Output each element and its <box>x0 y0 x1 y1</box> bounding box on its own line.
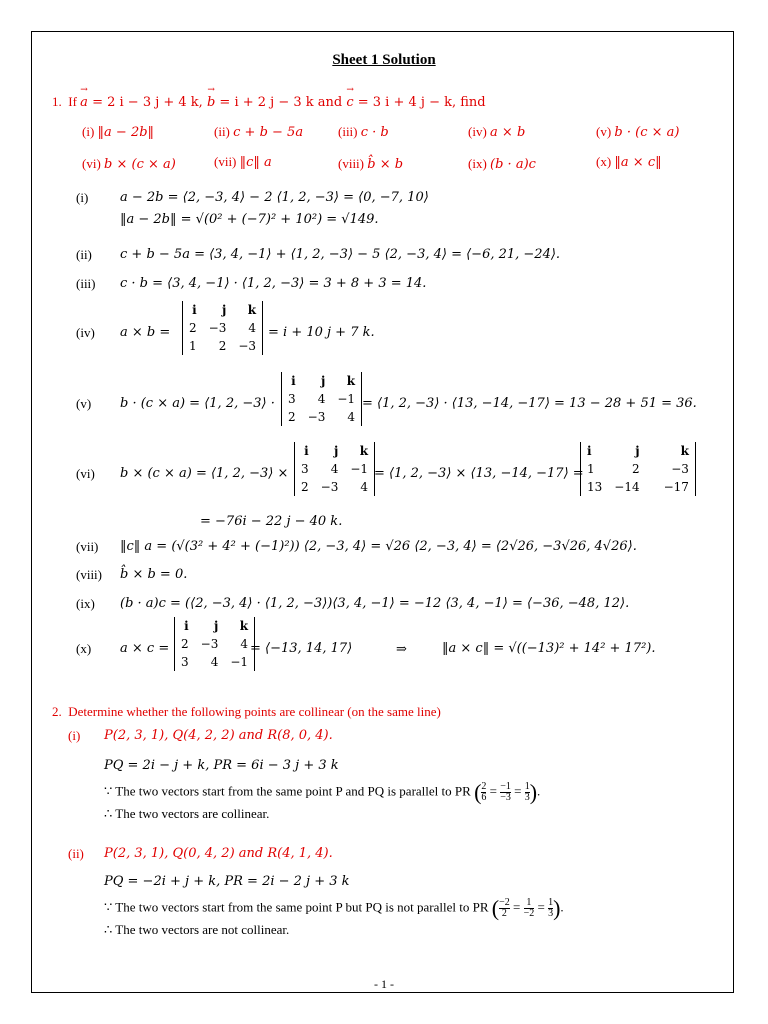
q1-part-expr: (b · a)c <box>490 157 536 172</box>
sol-label: (viii) <box>76 567 102 582</box>
sol-vi-mid: = ⟨1, 2, −3⟩ × ⟨13, −14, −17⟩ = <box>374 466 584 481</box>
ratio-frac: $\frac{1}{3}$ <box>548 897 554 919</box>
sol-label: (ii) <box>76 247 92 262</box>
sol-i-line1: a − 2b = ⟨2, −3, 4⟩ − 2 ⟨1, 2, −3⟩ = ⟨0, −7, 10⟩ <box>120 190 429 205</box>
sol-ix: (b · a)c = (⟨2, −3, 4⟩ · ⟨1, 2, −3⟩)⟨3, 4, −1⟩ = −12 ⟨3, 4, −1⟩ = ⟨−36, −48, 12⟩. <box>120 596 630 611</box>
q2-i-vectors: PQ = 2i − j + k, PR = 6i − 3 j + 3 k <box>104 758 339 773</box>
determinant-vi-b: i j k 1 2 −3 13 −14 −17 <box>580 442 696 496</box>
q2-i-points: P(2, 3, 1), Q(4, 2, 2) and R(8, 0, 4). <box>104 728 333 743</box>
ratio-frac: $\frac{1}{3}$ <box>524 781 530 803</box>
q1-part-label: (iv) a × b <box>468 124 526 140</box>
q1-part-label: (iii) c · b <box>338 124 389 140</box>
q1-a-definition: = 2 i − 3 j + 4 k, <box>87 95 207 110</box>
sol-v-rhs: = ⟨1, 2, −3⟩ · ⟨13, −14, −17⟩ = 13 − 28 + 51 = 36. <box>362 396 697 411</box>
q1-part-label: (vi) b × (c × a) <box>82 156 176 172</box>
q1-c-definition: = 3 i + 4 j − k, find <box>353 95 486 110</box>
q1-if: If <box>68 94 77 109</box>
q1-part-label: (x) ‖a × c‖ <box>596 154 662 170</box>
ratio-frac: $\frac{1}{-2}$ <box>523 897 535 919</box>
determinant-vi-a: i j k 3 4 −1 2 −3 4 <box>294 442 375 496</box>
sol-label: (i) <box>76 190 89 205</box>
q2-ii-points: P(2, 3, 1), Q(0, 4, 2) and R(4, 1, 4). <box>104 846 333 861</box>
sol-vi-result: = −76i − 22 j − 40 k. <box>200 514 343 529</box>
q1-part-label: (ii) c + b − 5a <box>214 124 304 140</box>
page-title: Sheet 1 Solution <box>332 52 436 68</box>
ratio-frac: $\frac{2}{6}$ <box>481 781 487 803</box>
sol-i-line2: ‖a − 2b‖ = √(0² + (−7)² + 10²) = √149. <box>120 212 379 227</box>
sol-label: (iii) <box>76 276 96 291</box>
ratio-frac: $\frac{-2}{2}$ <box>499 897 510 919</box>
q2-i-because: ∵ The two vectors start from the same point P and PQ is parallel to PR ( $\frac{2}{6}$ = $\frac{-1}{-3}$ = $\frac{1}{3}$ ). <box>104 779 541 805</box>
sol-v-lhs: b · (c × a) = ⟨1, 2, −3⟩ · <box>120 396 275 411</box>
sol-vii: ‖c‖ a = (√(3² + 4² + (−1)²)) ⟨2, −3, 4⟩ = √26 ⟨2, −3, 4⟩ = ⟨2√26, −3√26, 4√26⟩. <box>120 539 637 554</box>
q1-b-definition: = i + 2 j − 3 k and <box>215 95 347 110</box>
q2-ii-conclusion: ∴ The two vectors are not collinear. <box>104 922 290 937</box>
q2-heading: Determine whether the following points are collinear (on the same line) <box>68 704 441 719</box>
q1-number: 1. <box>52 94 62 109</box>
sol-vi-lhs: b × (c × a) = ⟨1, 2, −3⟩ × <box>120 466 289 481</box>
q1-part-expr: c · b <box>360 125 389 140</box>
sol-iv-rhs: = i + 10 j + 7 k. <box>268 325 375 340</box>
sol-x-norm: ‖a × c‖ = √((−13)² + 14² + 17²). <box>442 641 656 656</box>
sol-label: (vii) <box>76 539 99 554</box>
determinant-v: i j k 3 4 −1 2 −3 4 <box>281 372 362 426</box>
sol-iii: c · b = ⟨3, 4, −1⟩ · ⟨1, 2, −3⟩ = 3 + 8 + 3 = 14. <box>120 276 427 291</box>
q1-part-expr: ‖a − 2b‖ <box>97 125 155 140</box>
q1-part-expr: b × (c × a) <box>104 157 176 172</box>
sol-iv-lhs: a × b = <box>120 325 171 340</box>
q2-part-label: (ii) <box>68 846 84 861</box>
determinant-iv: i j k 2 −3 4 1 2 −3 <box>182 301 263 355</box>
sol-x-lhs: a × c = <box>120 641 170 656</box>
q2-part-label: (i) <box>68 728 81 743</box>
sol-label: (ix) <box>76 596 95 611</box>
sol-ii: c + b − 5a = ⟨3, 4, −1⟩ + ⟨1, 2, −3⟩ − 5 ⟨2, −3, 4⟩ = ⟨−6, 21, −24⟩. <box>120 247 561 262</box>
sol-label: (v) <box>76 396 92 411</box>
q1-part-label: (v) b · (c × a) <box>596 124 680 140</box>
q2-statement <box>52 704 441 720</box>
page-number: - 1 - <box>374 977 394 991</box>
q1-part-label: (viii) b̂ × b <box>338 156 404 172</box>
implies-arrow: ⇒ <box>396 641 407 656</box>
q1-part-label: (i) ‖a − 2b‖ <box>82 124 155 140</box>
q1-part-expr: b̂ × b <box>367 157 404 172</box>
q1-part-expr: ‖c‖ a <box>239 155 272 170</box>
q1-part-expr: c + b − 5a <box>233 125 304 140</box>
sol-label: (iv) <box>76 325 95 340</box>
q1-part-label: (ix) (b · a)c <box>468 156 536 172</box>
q1-part-expr: ‖a × c‖ <box>614 155 662 170</box>
q2-number: 2. <box>52 704 62 719</box>
sol-x-rhs: = ⟨−13, 14, 17⟩ <box>250 641 353 656</box>
q1-part-expr: b · (c × a) <box>614 125 680 140</box>
ratio-frac: $\frac{-1}{-3}$ <box>500 781 511 803</box>
sol-viii: b̂ × b = 0. <box>120 567 188 582</box>
q2-i-conclusion: ∴ The two vectors are collinear. <box>104 806 270 821</box>
q1-part-label: (vii) ‖c‖ a <box>214 154 272 170</box>
q1-part-expr: a × b <box>490 125 526 140</box>
q1-statement: 1. If → a = 2 i − 3 j + 4 k, → b = i + 2 j − 3 k and → c = 3 i + 4 j − k, find <box>52 94 486 111</box>
sol-label: (x) <box>76 641 92 656</box>
q2-ii-because: ∵ The two vectors start from the same point P but PQ is not parallel to PR ( $\frac{-2}{2}$ = $\frac{1}{-2}$ = $\frac{1}{3}$ ). <box>104 895 564 921</box>
determinant-x: i j k 2 −3 4 3 4 −1 <box>174 617 255 671</box>
q2-ii-vectors: PQ = −2i + j + k, PR = 2i − 2 j + 3 k <box>104 874 350 889</box>
sol-label: (vi) <box>76 466 95 481</box>
